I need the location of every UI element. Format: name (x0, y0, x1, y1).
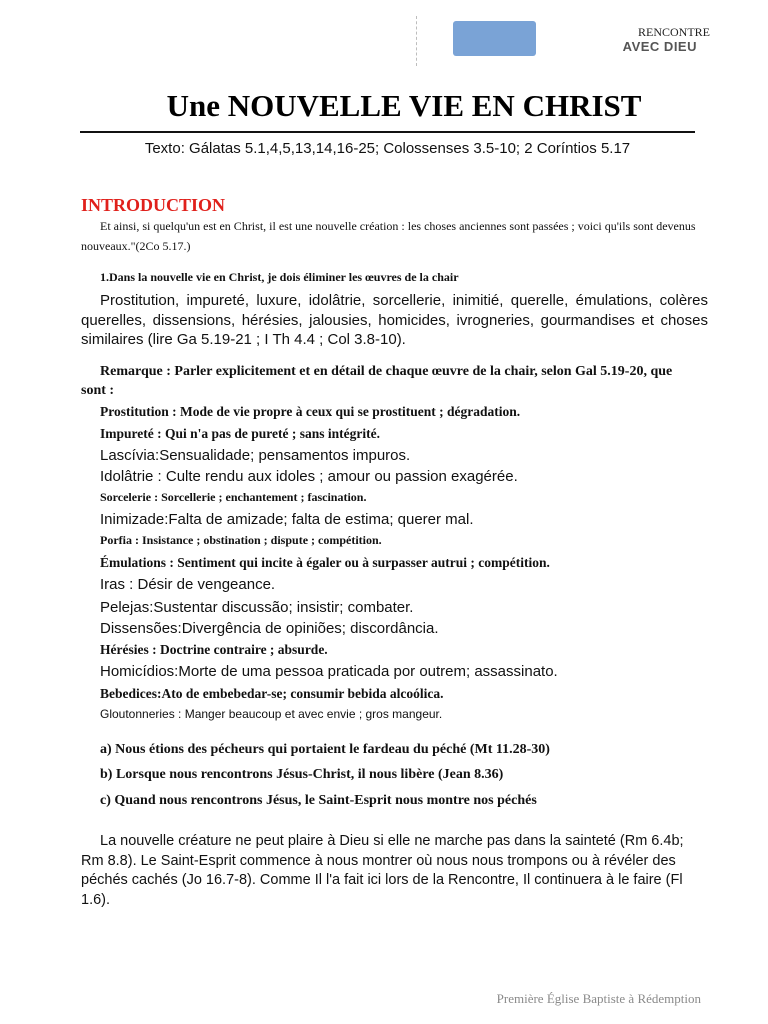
closing-paragraph: La nouvelle créature ne peut plaire à Dieu si elle ne marche pas dans la sainteté (Rm 6.4b; Rm 8.8). Le Saint-Esprit commence à nous montrer où nous nous trompons ou à révéler des péchés cachés (Jo 16.7-8). Comme Il l'a fait ici lors de la Rencontre, Il continuera à le faire (Fl 1.6). (81, 833, 684, 908)
work-item: Idolâtrie : Culte rendu aux idoles ; amour ou passion exagérée. (100, 468, 518, 485)
work-item: Sorcelerie : Sorcellerie ; enchantement ; fascination. (100, 490, 367, 504)
point1-text: Prostitution, impureté, luxure, idolâtrie, sorcellerie, inimitié, querelle, émulations, colères querelles, dissensions, hérésies, jalousies, homicides, ivrogneries, gourmandises et choses similaires (lire Ga 5.19-21 ; I Th 4.4 ; Col 3.8-10). (81, 292, 708, 348)
page-title: Une NOUVELLE VIE EN CHRIST (166, 88, 642, 123)
work-item: Prostitution : Mode de vie propre à ceux qui se prostituent ; dégradation. (100, 404, 521, 419)
work-item: Porfia : Insistance ; obstination ; dispute ; compétition. (100, 533, 382, 547)
header-rencontre: RENCONTRE (638, 25, 710, 39)
work-item: Pelejas:Sustentar discussão; insistir; combater. (100, 599, 414, 616)
work-item: Homicídios:Morte de uma pessoa praticada por outrem; assassinato. (100, 663, 558, 680)
introduction-heading: INTRODUCTION (81, 195, 226, 215)
point-b: b) Lorsque nous rencontrons Jésus-Christ, il nous libère (Jean 8.36) (100, 767, 504, 782)
work-item: Hérésies : Doctrine contraire ; absurde. (100, 642, 328, 657)
point-c: c) Quand nous rencontrons Jésus, le Saint-Esprit nous montre nos péchés (100, 793, 537, 808)
work-item: Impureté : Qui n'a pas de pureté ; sans intégrité. (100, 426, 380, 441)
work-item: Dissensões:Divergência de opiniões; discordância. (100, 620, 439, 637)
work-item: Bebedices:Ato de embebedar-se; consumir bebida alcoólica. (100, 686, 444, 701)
work-item: Lascívia:Sensualidade; pensamentos impuros. (100, 447, 411, 464)
header-avec-dieu: AVEC DIEU (622, 39, 697, 54)
work-item: Iras : Désir de vengeance. (100, 576, 276, 593)
remarque: Remarque : Parler explicitement et en détail de chaque œuvre de la chair, selon Gal 5.19-20, que sont : (81, 364, 673, 398)
page-footer: Première Église Baptiste à Rédemption (496, 991, 701, 1006)
scripture-reference: Texto: Gálatas 5.1,4,5,13,14,16-25; Colossenses 3.5-10; 2 Coríntios 5.17 (144, 140, 631, 157)
work-item: Gloutonneries : Manger beaucoup et avec envie ; gros mangeur. (100, 707, 443, 721)
point-a: a) Nous étions des pécheurs qui portaient le fardeau du péché (Mt 11.28-30) (100, 742, 550, 757)
header-divider (416, 16, 417, 66)
work-item: Émulations : Sentiment qui incite à égaler ou à surpasser autrui ; compétition. (100, 555, 550, 570)
introduction-quote: Et ainsi, si quelqu'un est en Christ, il est une nouvelle création : les choses anciennes sont passées ; voici qu'ils sont devenus nouveaux."(2Co 5.17.) (81, 219, 696, 253)
work-item: Inimizade:Falta de amizade; falta de estima; querer mal. (100, 511, 474, 528)
header-logo-box (453, 21, 536, 56)
title-rule (80, 131, 695, 133)
point1-heading: 1.Dans la nouvelle vie en Christ, je dois éliminer les œuvres de la chair (100, 270, 459, 284)
